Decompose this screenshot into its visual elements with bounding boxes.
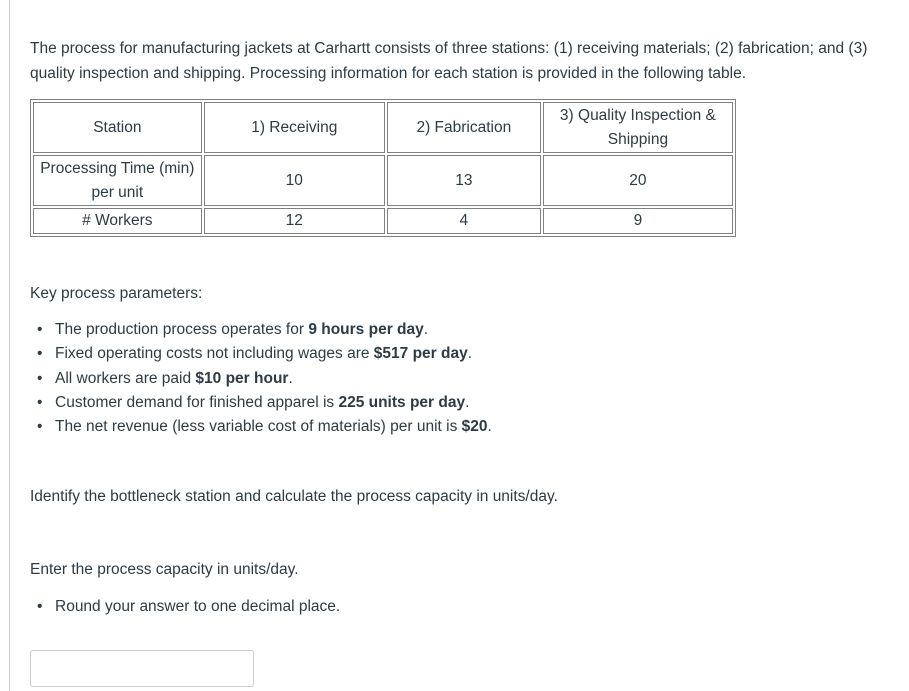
param-text: Fixed operating costs not including wages are bbox=[55, 345, 374, 363]
list-item bbox=[55, 391, 492, 415]
param-punct: . bbox=[467, 345, 473, 363]
parameters-list bbox=[30, 318, 492, 439]
list-item bbox=[55, 318, 492, 342]
row-label-line2: per unit bbox=[91, 183, 144, 201]
enter-prompt: Enter the process capacity in units/day. bbox=[30, 561, 299, 578]
header-receiving: 1) Receiving bbox=[204, 102, 385, 153]
question-intro: The process for manufacturing jackets at Carhartt consists of three stations: (1) receiving materials; (2) fabrication; and (3) quality inspection and shipping. Processing information for each station is provided in the following table. bbox=[30, 40, 868, 82]
param-text: The net revenue (less variable cost of materials) per unit is bbox=[55, 418, 462, 436]
param-value: $20 bbox=[461, 418, 488, 436]
table-cell: 12 bbox=[204, 208, 385, 234]
param-punct: . bbox=[288, 369, 293, 387]
header-quality-line2: Shipping bbox=[607, 130, 669, 148]
table-cell: 4 bbox=[387, 208, 541, 234]
param-text: The production process operates for bbox=[55, 321, 309, 338]
table-cell: 20 bbox=[543, 155, 733, 206]
param-value: $517 per day bbox=[373, 345, 468, 363]
left-border bbox=[9, 0, 10, 691]
param-value: $10 per hour bbox=[195, 369, 289, 387]
param-value: 225 units per day bbox=[338, 393, 466, 411]
table-cell: 13 bbox=[387, 155, 541, 206]
param-value: 9 hours per day bbox=[308, 321, 424, 338]
list-item bbox=[55, 415, 492, 439]
processing-table bbox=[30, 99, 736, 237]
header-quality-line1: 3) Quality Inspection & bbox=[559, 106, 716, 124]
header-quality-inspection bbox=[543, 102, 733, 153]
task-prompt: Identify the bottleneck station and calculate the process capacity in units/day. bbox=[30, 488, 558, 505]
param-punct: . bbox=[423, 321, 429, 338]
answer-input[interactable] bbox=[30, 650, 254, 687]
header-fabrication: 2) Fabrication bbox=[387, 102, 541, 153]
header-station: Station bbox=[33, 102, 202, 153]
rounding-list bbox=[30, 595, 340, 619]
param-text: All workers are paid bbox=[55, 369, 196, 387]
key-parameters-label: Key process parameters: bbox=[30, 285, 203, 302]
table-cell: 10 bbox=[204, 155, 385, 206]
table-header-row bbox=[33, 102, 733, 153]
param-text: Customer demand for finished apparel is bbox=[55, 393, 339, 411]
table-row bbox=[33, 155, 733, 206]
row-label-line1: Processing Time (min) bbox=[40, 159, 195, 177]
row-label-processing-time bbox=[33, 155, 202, 206]
param-punct: . bbox=[465, 393, 470, 411]
table-row bbox=[33, 208, 733, 234]
list-item: • Round your answer to one decimal place. bbox=[55, 595, 340, 619]
list-item bbox=[55, 367, 492, 391]
list-item bbox=[55, 342, 492, 366]
param-punct: . bbox=[487, 418, 492, 436]
table-cell: 9 bbox=[543, 208, 733, 234]
row-label-workers: # Workers bbox=[33, 208, 202, 234]
